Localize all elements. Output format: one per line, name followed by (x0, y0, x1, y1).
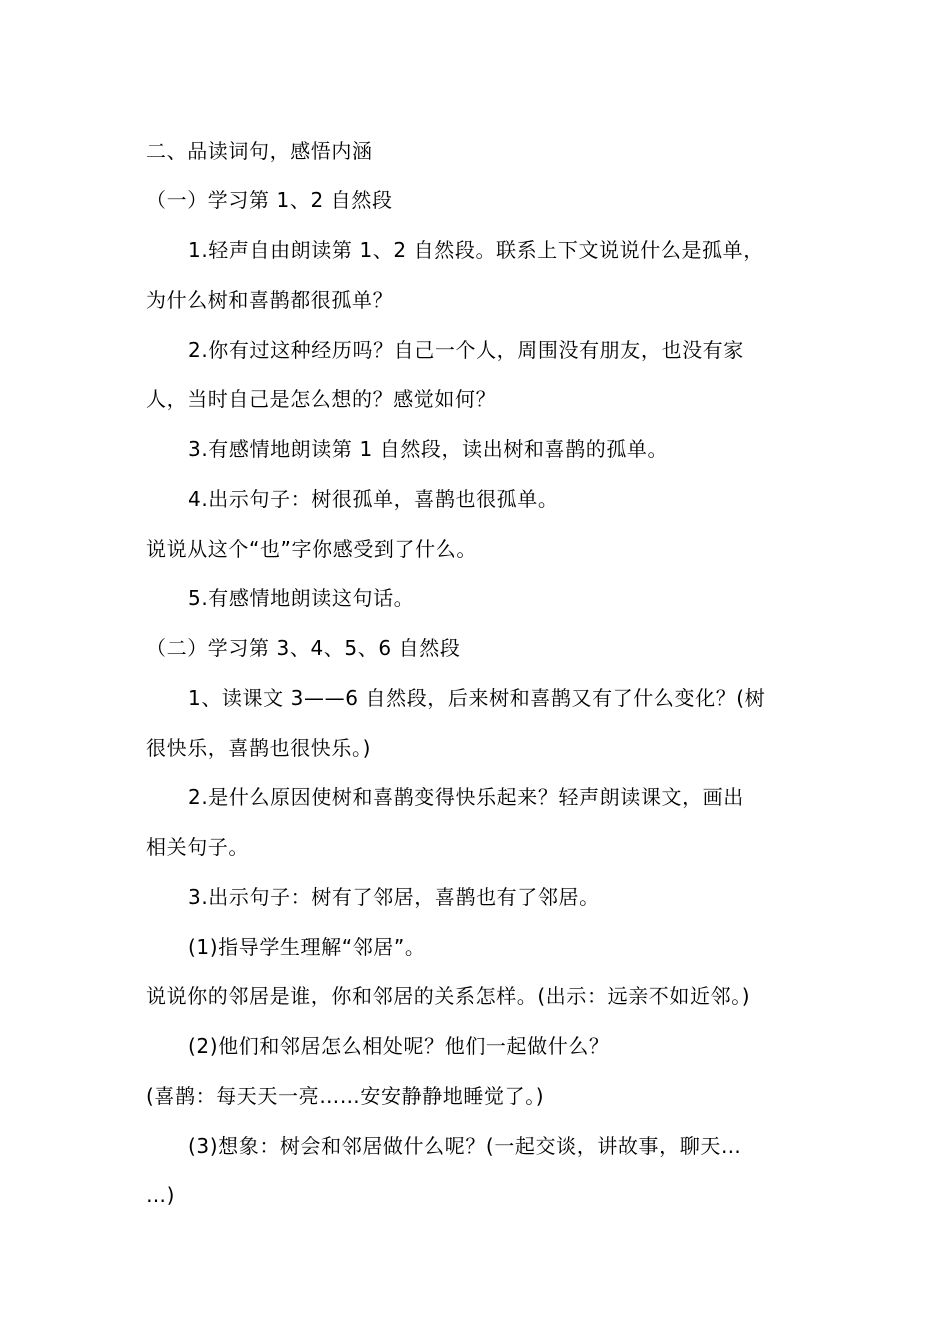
paragraph-line: (3)想象：树会和邻居做什么呢？(一起交谈，讲故事，聊天… (188, 1134, 742, 1158)
section-heading: 二、品读词句，感悟内涵 (146, 139, 373, 163)
paragraph-line: 4.出示句子：树很孤单，喜鹊也很孤单。 (188, 487, 559, 511)
paragraph-line: 2.你有过这种经历吗？自己一个人，周围没有朋友，也没有家 (188, 338, 744, 362)
paragraph-line: (喜鹊：每天天一亮……安安静静地睡觉了。) (146, 1084, 545, 1108)
paragraph-line: (1)指导学生理解“邻居”。 (188, 935, 426, 959)
paragraph-line: 1、读课文 3——6 自然段，后来树和喜鹊又有了什么变化？(树 (188, 686, 766, 710)
paragraph-line: 3.有感情地朗读第 1 自然段，读出树和喜鹊的孤单。 (188, 437, 669, 461)
paragraph-line: 说说你的邻居是谁，你和邻居的关系怎样。(出示：远亲不如近邻。) (146, 984, 751, 1008)
paragraph-line: (2)他们和邻居怎么相处呢？他们一起做什么？ (188, 1034, 610, 1058)
paragraph-line: 3.出示句子：树有了邻居，喜鹊也有了邻居。 (188, 885, 600, 909)
paragraph-line: 1.轻声自由朗读第 1、2 自然段。联系上下文说说什么是孤单， (188, 238, 764, 262)
subsection-heading: （一）学习第 1、2 自然段 (146, 188, 393, 212)
paragraph-line: 2.是什么原因使树和喜鹊变得快乐起来？轻声朗读课文，画出 (188, 785, 744, 809)
paragraph-line: 为什么树和喜鹊都很孤单？ (146, 288, 394, 312)
paragraph-line: 人，当时自己是怎么想的？感觉如何？ (146, 387, 497, 411)
subsection-heading: （二）学习第 3、4、5、6 自然段 (146, 636, 461, 660)
paragraph-line: 很快乐，喜鹊也很快乐。) (146, 736, 372, 760)
paragraph-line: 说说从这个“也”字你感受到了什么。 (146, 537, 477, 561)
paragraph-line: 相关句子。 (146, 835, 249, 859)
paragraph-line: …) (146, 1183, 176, 1207)
paragraph-line: 5.有感情地朗读这句话。 (188, 586, 415, 610)
